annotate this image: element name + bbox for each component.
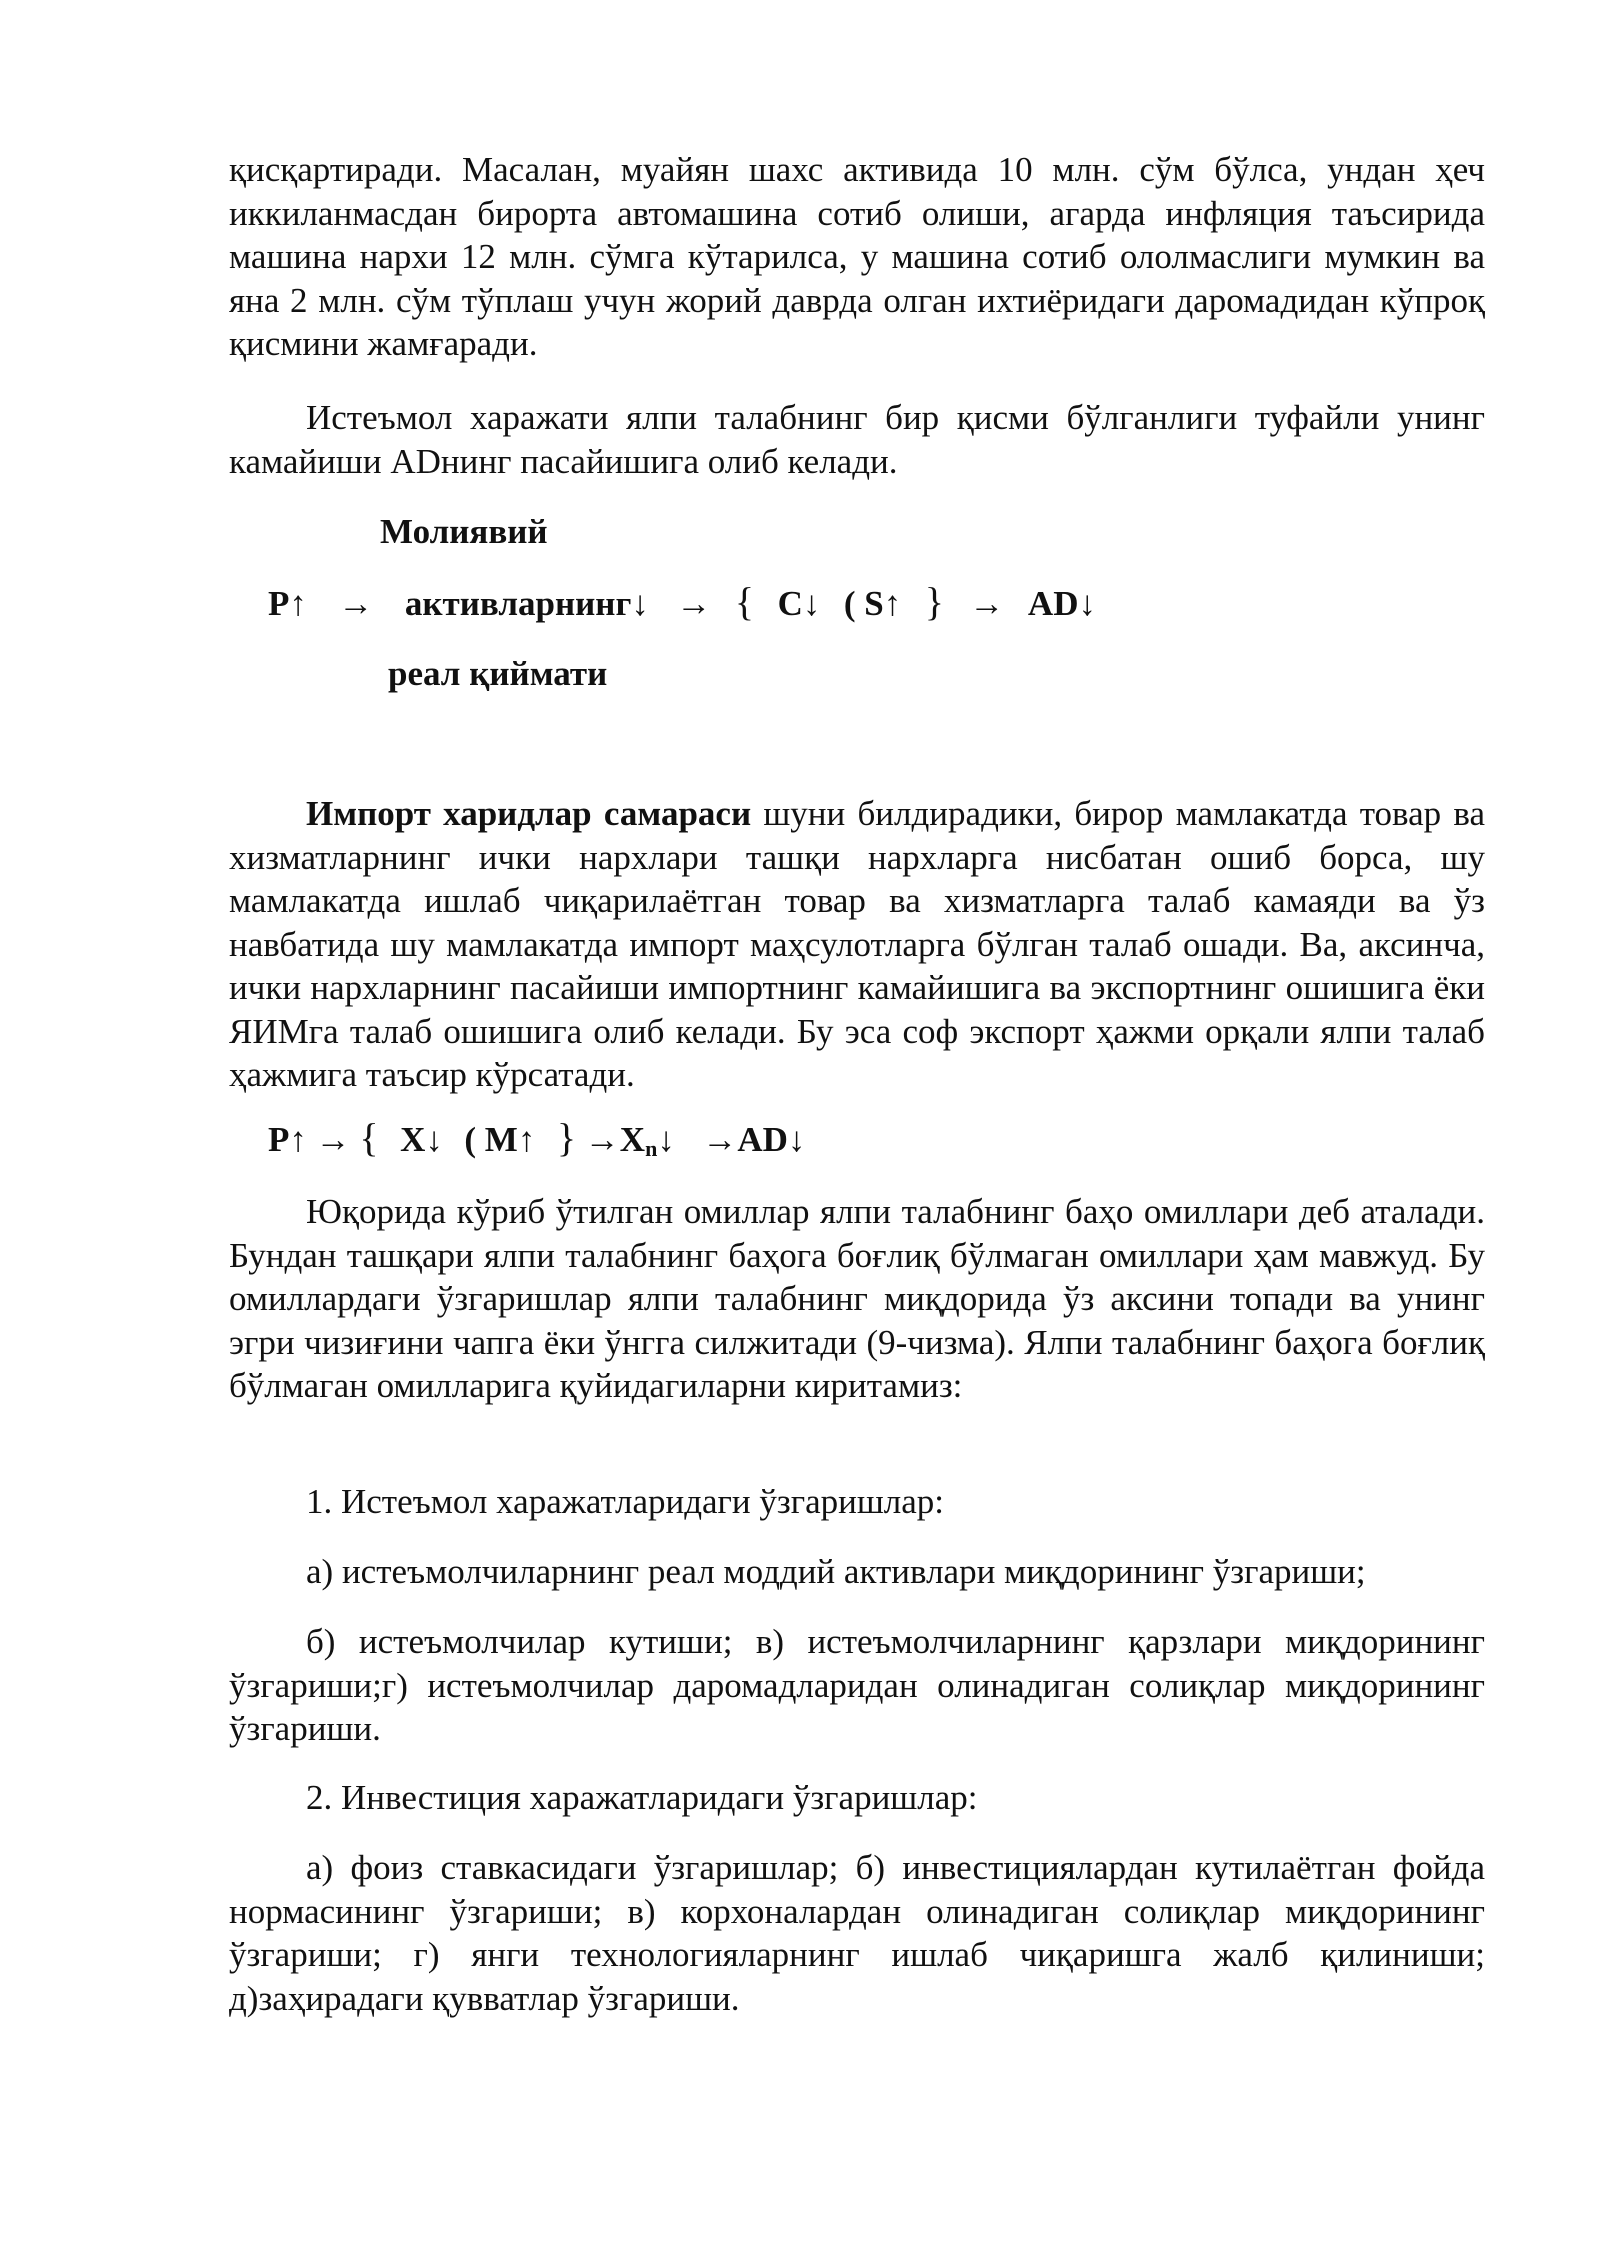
formula-brace-close: } xyxy=(556,1115,577,1160)
formula-assets-down: активларнинг↓ xyxy=(404,584,649,623)
formula-brace-open: { xyxy=(359,1115,379,1160)
formula-imports-up: ( M↑ xyxy=(464,1120,536,1159)
list-items-investment: а) фоиз ставкасидаги ўзгаришлар; б) инвестициялардан кутилаётган фойда нормасининг ўзгариши; в) корхоналардан олинадиган солиқлар миқдорининг ўзгариши; г) янги технологияларнинг ишлаб чиқаришга жалб қилиниши; д)заҳирадаги қувватлар ўзгариши. xyxy=(229,1848,1485,2018)
formula-arrow: → xyxy=(676,584,712,623)
formula-brace-close: } xyxy=(924,579,944,624)
list-item-consumption-a: а) истеъмолчиларнинг реал моддий активлари миқдорининг ўзгариши; xyxy=(306,1552,1366,1591)
formula-import-effect xyxy=(268,1116,805,1171)
formula-label-financial: Молиявий xyxy=(380,512,548,551)
formula-aggregate-demand-down: AD↓ xyxy=(1027,584,1096,623)
formula-label-real-value: реал қиймати xyxy=(388,654,608,693)
formula-brace-open: { xyxy=(734,579,755,624)
formula-savings-up: ( S↑ xyxy=(843,584,902,623)
paragraph-import-effect-text: шуни билдирадики, бирор мамлакатда товар ва хизматларнинг ички нархлари ташқи нархларга нисбатан ошиб борса, шу мамлакатда ишлаб чиқарилаётган товар ва хизматларга талаб камаяди ва ўз навбатида шу мамлакатда импорт маҳсулотларга бўлган талаб ошади. Ва, аксинча, ички нархларнинг пасайиши импортнинг камайишига ва экспортнинг ошишига ёки ЯИМга талаб ошишига олиб келади. Бу эса соф экспорт ҳажми орқали ялпи талаб ҳажмига таъсир кўрсатади. xyxy=(229,794,1485,1094)
formula-arrow: → xyxy=(584,1120,620,1159)
formula-arrow: → xyxy=(315,1120,351,1159)
formula-arrow: → xyxy=(702,1120,738,1159)
list-item-consumption-bvg: б) истеъмолчилар кутиши; в) истеъмолчиларнинг қарзлари миқдорининг ўзгариши;г) истеъмолчилар даромадларидан олинадиган солиқлар миқдорининг ўзгариши. xyxy=(229,1622,1485,1748)
list-heading-investment: 2. Инвестиция харажатларидаги ўзгаришлар: xyxy=(306,1778,978,1817)
formula-price-up: P↑ xyxy=(268,584,307,623)
list-heading-consumption: 1. Истеъмол харажатларидаги ўзгаришлар: xyxy=(306,1482,945,1521)
formula-line-wealth xyxy=(268,580,1096,626)
paragraph-import-effect xyxy=(229,792,1485,1097)
formula-price-up: P↑ xyxy=(268,1120,307,1159)
formula-arrow: → xyxy=(969,584,1005,623)
paragraph-consumption-spending: Истеъмол харажати ялпи талабнинг бир қисми бўлганлиги туфайли унинг камайиши ADнинг пасайишига олиб келади. xyxy=(229,398,1485,481)
paragraph-asset-example: қисқартиради. Масалан, муайян шахс активида 10 млн. сўм бўлса, ундан ҳеч иккиланмасдан бирорта автомашина сотиб олиши, агарда инфляция таъсирида машина нархи 12 млн. сўмга кўтарилса, у машина сотиб ололмаслиги мумкин ва яна 2 млн. сўм тўплаш учун жорий даврда олган ихтиёридаги даромадидан кўпроқ қисмини жамғаради. xyxy=(229,150,1485,363)
term-import-effect: Импорт харидлар самараси xyxy=(306,794,752,833)
formula-net-exports-subscript: n xyxy=(645,1136,658,1161)
formula-arrow: → xyxy=(338,584,374,623)
formula-aggregate-demand-down: AD↓ xyxy=(737,1120,806,1159)
paragraph-non-price-factors: Юқорида кўриб ўтилган омиллар ялпи талабнинг баҳо омиллари деб аталади. Бундан ташқари ялпи талабнинг баҳога боғлиқ бўлмаган омиллари ҳам мавжуд. Бу омиллардаги ўзгаришлар ялпи талабнинг миқдорида ўз аксини топади ва унинг эгри чизиғини чапга ёки ўнгга силжитади (9-чизма). Ялпи талабнинг баҳога боғлиқ бўлмаган омилларига қуйидагиларни киритамиз: xyxy=(229,1192,1485,1405)
formula-consumption-down: C↓ xyxy=(777,584,821,623)
formula-net-exports-base: X xyxy=(619,1120,646,1159)
formula-exports-down: X↓ xyxy=(400,1120,443,1159)
formula-net-exports-arrow: ↓ xyxy=(657,1120,675,1159)
formula-net-exports xyxy=(620,1120,675,1159)
